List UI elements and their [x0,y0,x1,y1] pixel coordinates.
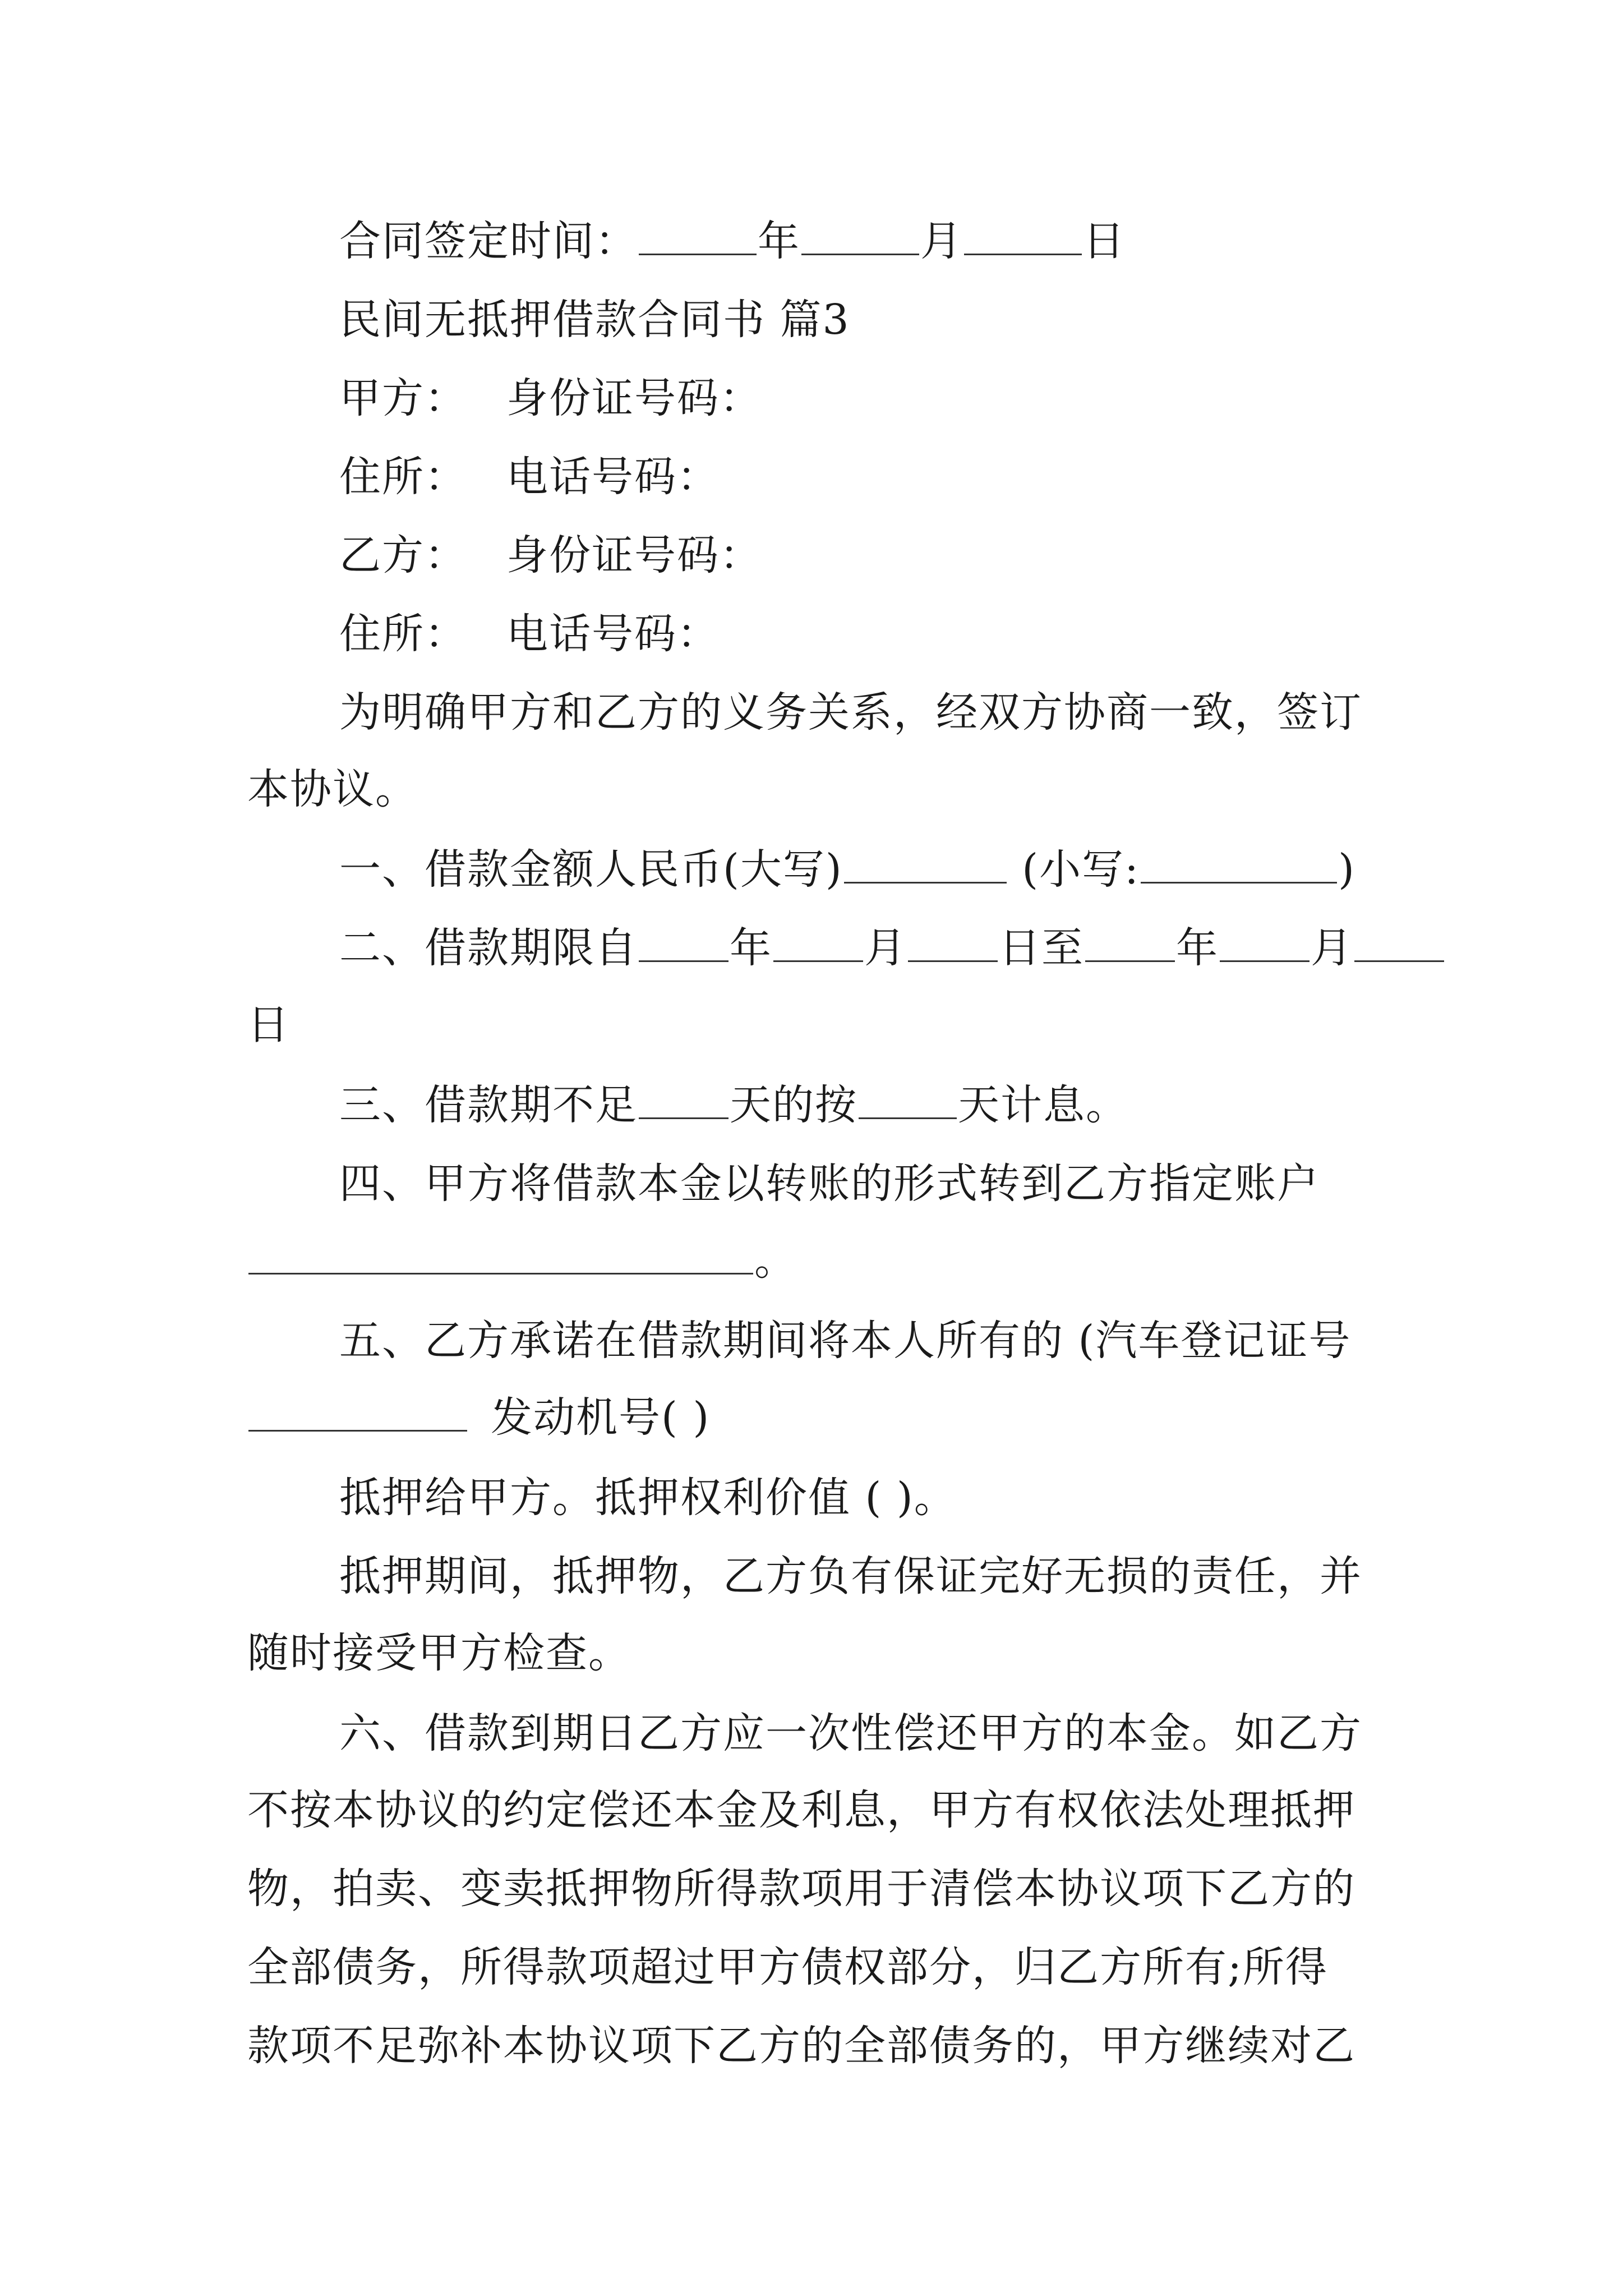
party-b-label: 乙方： [339,531,467,579]
clause-1-middle: (小写: [1022,845,1140,894]
clause-1-prefix: 一、借款金额人民币(大写) [339,845,843,894]
clause-5-line-5: 随时接受甲方检查。 [247,1629,631,1677]
clause-6-line-1: 六、借款到期日乙方应一次性偿还甲方的本金。如乙方 [339,1709,1362,1757]
clause-5-line-3: 抵押给甲方。抵押权利价值 ( )。 [339,1474,957,1522]
blank-day[interactable] [964,219,1082,255]
clause-4-end: 。 [754,1236,797,1285]
blank-start-month[interactable] [773,926,863,962]
intro-line-2: 本协议。 [247,765,418,813]
party-b-address-line [339,609,1386,659]
clause-4-line-1: 四、甲方将借款本金以转账的形式转到乙方指定账户 [339,1159,1320,1208]
clause-5-line-1: 五、乙方承诺在借款期间将本人所有的 (汽车登记证号 [339,1317,1352,1365]
document-title: 民间无抵押借款合同书 篇3 [339,296,850,344]
party-b-phone-label: 电话号码： [506,610,720,658]
clause-2-month: 月 [864,924,907,972]
clause-3-prefix: 三、借款期不足 [339,1081,638,1129]
party-b-address-label: 住所： [339,610,467,658]
day-unit: 日 [1083,217,1126,265]
clause-3-middle: 天的按 [730,1081,857,1129]
clause-3 [339,1080,1386,1130]
blank-start-day[interactable] [908,926,998,962]
blank-year[interactable] [639,219,757,255]
clause-6-line-3: 物，拍卖、变卖抵押物所得款项用于清偿本协议项下乙方的 [247,1865,1355,1913]
blank-short-days[interactable] [639,1083,728,1119]
party-a-label: 甲方： [339,374,467,422]
blank-amount-uppercase[interactable] [844,847,1007,884]
month-unit: 月 [920,217,963,265]
clause-6-line-4: 全部债务，所得款项超过甲方债权部分，归乙方所有;所得 [247,1943,1328,1991]
clause-5-line-2 [247,1392,1386,1443]
blank-end-day[interactable] [1354,926,1444,962]
clause-6-line-5: 款项不足弥补本协议项下乙方的全部债务的，甲方继续对乙 [247,2022,1355,2070]
intro-line-1: 为明确甲方和乙方的义务关系，经双方协商一致，签订 [339,688,1362,737]
clause-2 [339,923,1386,973]
blank-end-year[interactable] [1085,926,1175,962]
blank-end-month[interactable] [1220,926,1310,962]
blank-amount-lowercase[interactable] [1141,847,1337,884]
blank-vehicle-cert[interactable] [248,1395,467,1432]
party-a-address-label: 住所： [339,453,467,501]
clause-1 [339,844,1386,895]
clause-2-day-end: 日 [247,1001,290,1049]
clause-4-line-2 [247,1235,1386,1286]
party-b-line [339,530,1386,581]
clause-2-year: 年 [730,924,772,972]
blank-start-year[interactable] [639,926,728,962]
blank-month[interactable] [801,219,919,255]
blank-count-days[interactable] [859,1083,957,1119]
year-unit: 年 [758,217,800,265]
clause-2-month2: 月 [1311,924,1353,972]
party-b-id-label: 身份证号码： [506,531,762,579]
clause-2-year2: 年 [1176,924,1219,972]
clause-5-engine: 发动机号( ) [491,1393,711,1442]
clause-6-line-2: 不按本协议的约定偿还本金及利息，甲方有权依法处理抵押 [247,1786,1355,1834]
party-a-line [339,373,1386,424]
clause-5-line-4: 抵押期间，抵押物，乙方负有保证完好无损的责任，并 [339,1552,1362,1600]
clause-2-day-to: 日至 [999,924,1084,972]
party-a-address-line [339,452,1386,502]
party-a-id-label: 身份证号码： [506,374,762,422]
clause-3-suffix: 天计息。 [958,1081,1128,1129]
signing-date-line [339,216,1386,266]
clause-1-suffix: ) [1338,845,1355,894]
clause-2-prefix: 二、借款期限自 [339,924,638,972]
party-a-phone-label: 电话号码： [506,453,720,501]
signing-date-label: 合同签定时间： [339,217,638,265]
blank-account[interactable] [248,1238,753,1274]
